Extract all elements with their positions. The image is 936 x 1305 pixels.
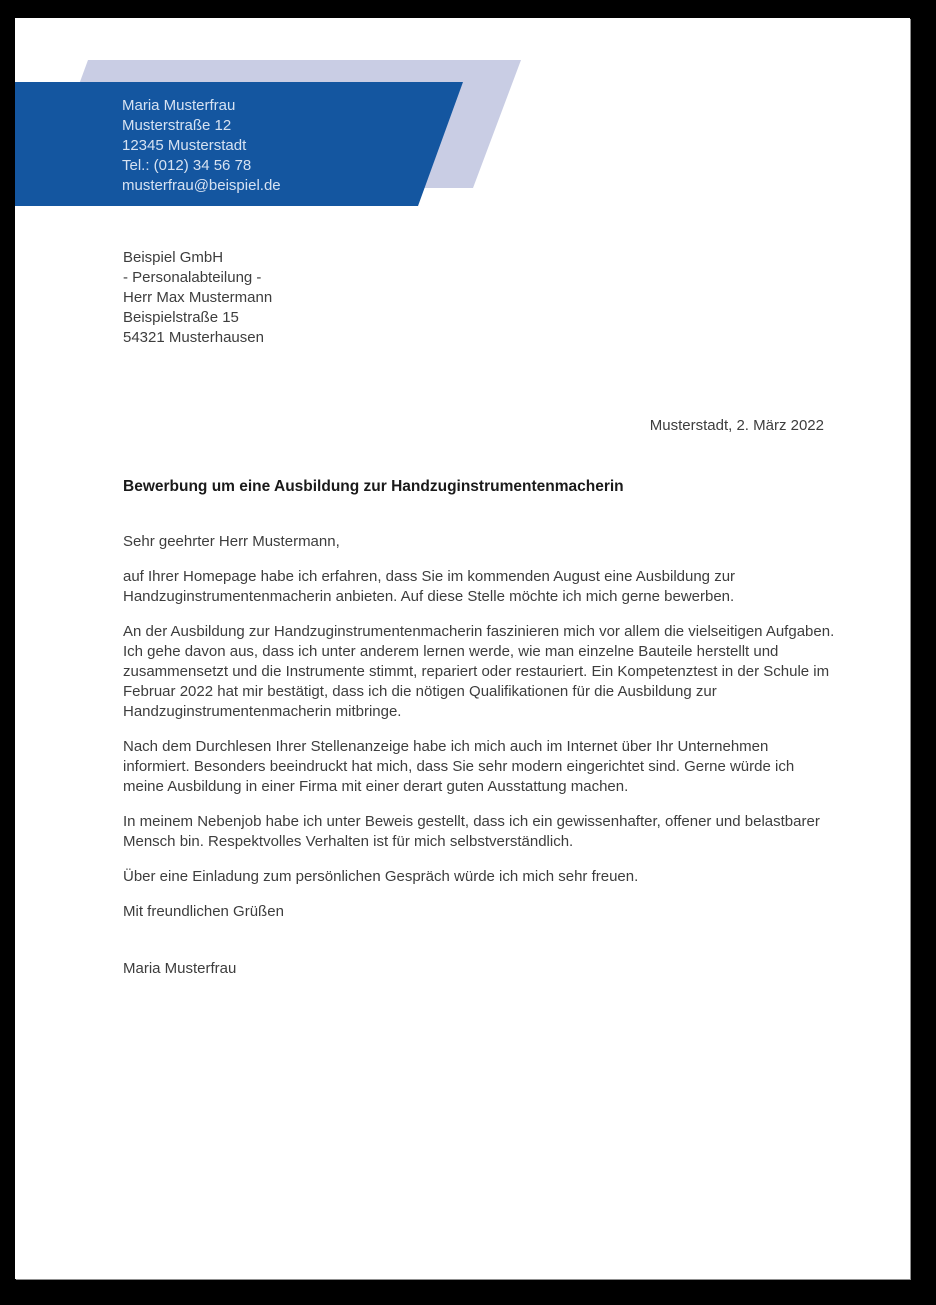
recipient-department: - Personalabteilung - bbox=[123, 269, 262, 286]
paragraph-3: Nach dem Durchlesen Ihrer Stellenanzeige habe ich mich auch im Internet über Ihr Unternehmen informiert. Besonders beeindruckt hat mich, dass Sie sehr modern eingerichtet sind. Gerne würde ich meine Ausbildung in einer Firma mit einer derart guten Ausstattung machen. bbox=[123, 738, 795, 795]
recipient-address-block bbox=[123, 248, 272, 348]
paragraph-1: auf Ihrer Homepage habe ich erfahren, dass Sie im kommenden August eine Ausbildung zur Handzuginstrumentenmacherin anbieten. Auf diese Stelle möchte ich mich gerne bewerben. bbox=[123, 568, 736, 605]
sender-email: musterfrau@beispiel.de bbox=[122, 177, 281, 194]
signature-name: Maria Musterfrau bbox=[123, 960, 237, 977]
sender-name: Maria Musterfrau bbox=[122, 97, 236, 114]
recipient-contact: Herr Max Mustermann bbox=[123, 289, 273, 306]
date-line: Musterstadt, 2. März 2022 bbox=[649, 417, 824, 434]
closing-formula: Mit freundlichen Grüßen bbox=[123, 903, 284, 920]
sender-phone: Tel.: (012) 34 56 78 bbox=[122, 157, 252, 174]
recipient-street: Beispielstraße 15 bbox=[123, 309, 239, 326]
letter-page bbox=[15, 18, 910, 1279]
paragraph-4: In meinem Nebenjob habe ich unter Beweis gestellt, dass ich ein gewissenhafter, offener und belastbarer Mensch bin. Respektvolles Verhalten ist für mich selbstverständlich. bbox=[123, 813, 820, 850]
paragraph-2: An der Ausbildung zur Handzuginstrumentenmacherin faszinieren mich vor allem die vielseitigen Aufgaben. Ich gehe davon aus, dass ich unter anderem lernen werde, wie man einzelne Bauteile herstellt und zusammensetzt und die Instrumente stimmt, repariert oder restauriert. Ein Kompetenztest in der Schule im Februar 2022 hat mir bestätigt, dass ich die nötigen Qualifikationen für die Ausbildung zur Handzuginstrumentenmacherin mitbringe. bbox=[123, 623, 835, 720]
letter-body bbox=[123, 532, 837, 979]
recipient-company: Beispiel GmbH bbox=[123, 249, 224, 266]
paragraph-5: Über eine Einladung zum persönlichen Gespräch würde ich mich sehr freuen. bbox=[123, 868, 639, 885]
recipient-city: 54321 Musterhausen bbox=[123, 329, 264, 346]
sender-city: 12345 Musterstadt bbox=[122, 137, 247, 154]
sender-address-block bbox=[122, 96, 281, 196]
subject-line: Bewerbung um eine Ausbildung zur Handzuginstrumentenmacherin bbox=[123, 478, 624, 495]
salutation: Sehr geehrter Herr Mustermann, bbox=[123, 533, 340, 550]
sender-street: Musterstraße 12 bbox=[122, 117, 232, 134]
